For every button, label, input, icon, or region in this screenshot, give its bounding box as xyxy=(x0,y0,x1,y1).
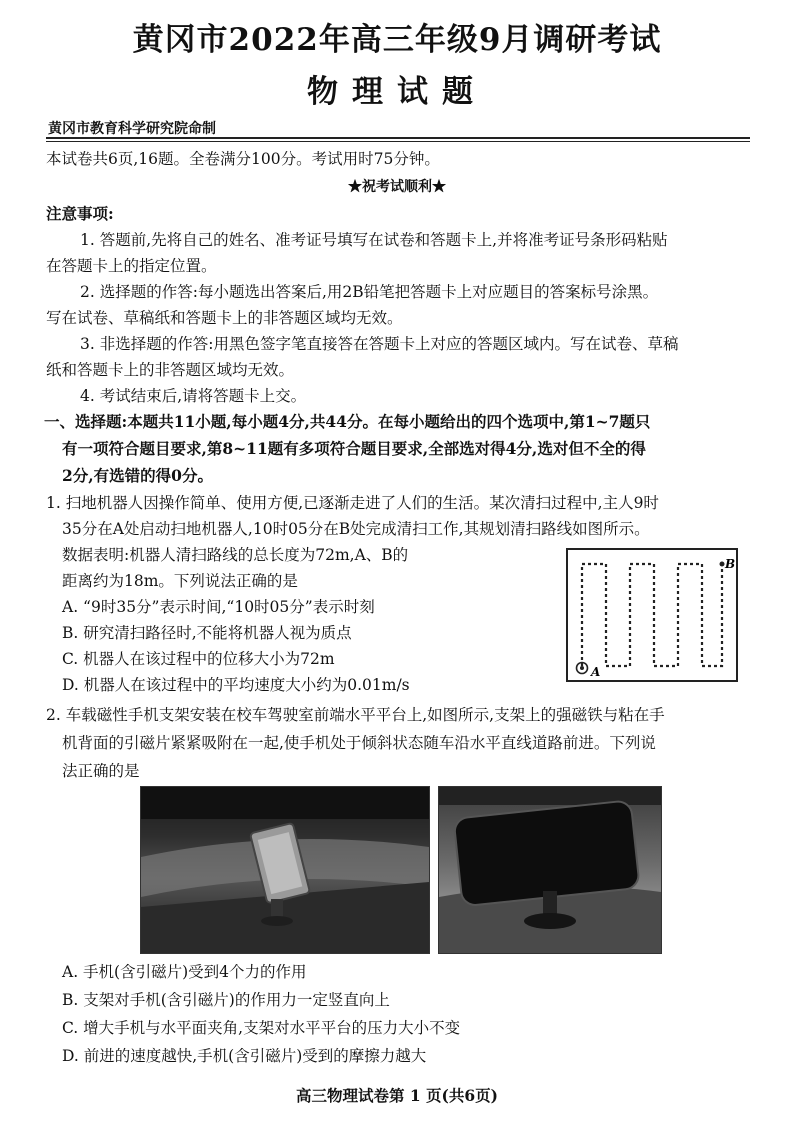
q1-stem-line-3: 数据表明:机器人清扫路线的总长度为72m,A、B的 xyxy=(62,546,409,564)
page-footer: 高三物理试卷第 1 页(共6页) xyxy=(295,1086,499,1105)
q2-option-a: A. 手机(含引磁片)受到4个力的作用 xyxy=(62,963,307,981)
exam-info: 本试卷共6页,16题。全卷满分100分。考试用时75分钟。 xyxy=(46,150,440,168)
cleaning-route-figure xyxy=(566,548,738,682)
robot-icon-center xyxy=(580,666,584,670)
note-1-line-1: 1. 答题前,先将自己的姓名、准考证号填写在试卷和答题卡上,并将准考证号条形码粘贴 xyxy=(80,231,668,249)
q2-option-b: B. 支架对手机(含引磁片)的作用力一定竖直向上 xyxy=(62,991,390,1009)
dashboard-photo-right xyxy=(438,786,662,954)
q1-option-a: A. “9时35分”表示时间,“10时05分”表示时刻 xyxy=(62,598,375,616)
notes-heading: 注意事项: xyxy=(46,204,114,223)
q1-stem-line-4: 距离约为18m。下列说法正确的是 xyxy=(62,572,298,590)
section-1-line-3: 2分,有选错的得0分。 xyxy=(62,466,213,485)
q1-stem-line-1: 1. 扫地机器人因操作简单、使用方便,已逐渐走进了人们的生活。某次清扫过程中,主人9时 xyxy=(46,494,659,512)
note-1-line-2: 在答题卡上的指定位置。 xyxy=(46,257,217,275)
exam-title: 黄冈市2022年高三年级9月调研考试 xyxy=(132,22,662,58)
q1-option-d: D. 机器人在该过程中的平均速度大小约为0.01m/s xyxy=(62,676,410,694)
section-1-line-2: 有一项符合题目要求,第8~11题有多项符合题目要求,全部选对得4分,选对但不全的得 xyxy=(62,439,646,458)
q1-stem-line-2: 35分在A处启动扫地机器人,10时05分在B处完成清扫工作,其规划清扫路线如图所示。 xyxy=(62,520,650,538)
good-luck-banner: ★祝考试顺利★ xyxy=(348,179,446,195)
header-rule xyxy=(46,137,750,139)
q1-option-c: C. 机器人在该过程中的位移大小为72m xyxy=(62,650,335,668)
section-1-line-1: 一、选择题:本题共11小题,每小题4分,共44分。在每小题给出的四个选项中,第1~7题只 xyxy=(44,412,651,431)
phone-holder-photo-left xyxy=(141,787,429,953)
note-3-line-2: 纸和答题卡上的非答题区域均无效。 xyxy=(46,361,295,379)
note-3-line-1: 3. 非选择题的作答:用黑色签字笔直接答在答题卡上对应的答题区域内。写在试卷、草稿 xyxy=(80,335,679,353)
route-path xyxy=(582,564,722,666)
q1-option-b: B. 研究清扫路径时,不能将机器人视为质点 xyxy=(62,624,352,642)
note-4: 4. 考试结束后,请将答题卡上交。 xyxy=(80,387,307,405)
q2-stem-line-2: 机背面的引磁片紧紧吸附在一起,使手机处于倾斜状态随车沿水平直线道路前进。下列说 xyxy=(62,734,656,752)
q2-stem-line-3: 法正确的是 xyxy=(62,762,140,780)
issuing-org: 黄冈市教育科学研究院命制 xyxy=(48,121,216,137)
phone-holder-photo-right xyxy=(439,787,661,953)
note-2-line-2: 写在试卷、草稿纸和答题卡上的非答题区域均无效。 xyxy=(46,309,403,327)
subject-title: 物理试题 xyxy=(307,74,487,110)
q2-option-c: C. 增大手机与水平面夹角,支架对水平平台的压力大小不变 xyxy=(62,1019,461,1037)
point-b-label: B xyxy=(725,557,736,571)
point-a-label: A xyxy=(591,665,601,679)
note-2-line-1: 2. 选择题的作答:每小题选出答案后,用2B铅笔把答题卡上对应题目的答案标号涂黑。 xyxy=(80,283,659,301)
header-rule-thin xyxy=(46,141,750,142)
point-b-marker xyxy=(720,562,725,567)
cleaning-route-diagram xyxy=(568,550,736,680)
q2-option-d: D. 前进的速度越快,手机(含引磁片)受到的摩擦力越大 xyxy=(62,1047,427,1065)
dashboard-photo-left xyxy=(140,786,430,954)
q2-stem-line-1: 2. 车载磁性手机支架安装在校车驾驶室前端水平平台上,如图所示,支架上的强磁铁与粘在手 xyxy=(46,706,665,724)
